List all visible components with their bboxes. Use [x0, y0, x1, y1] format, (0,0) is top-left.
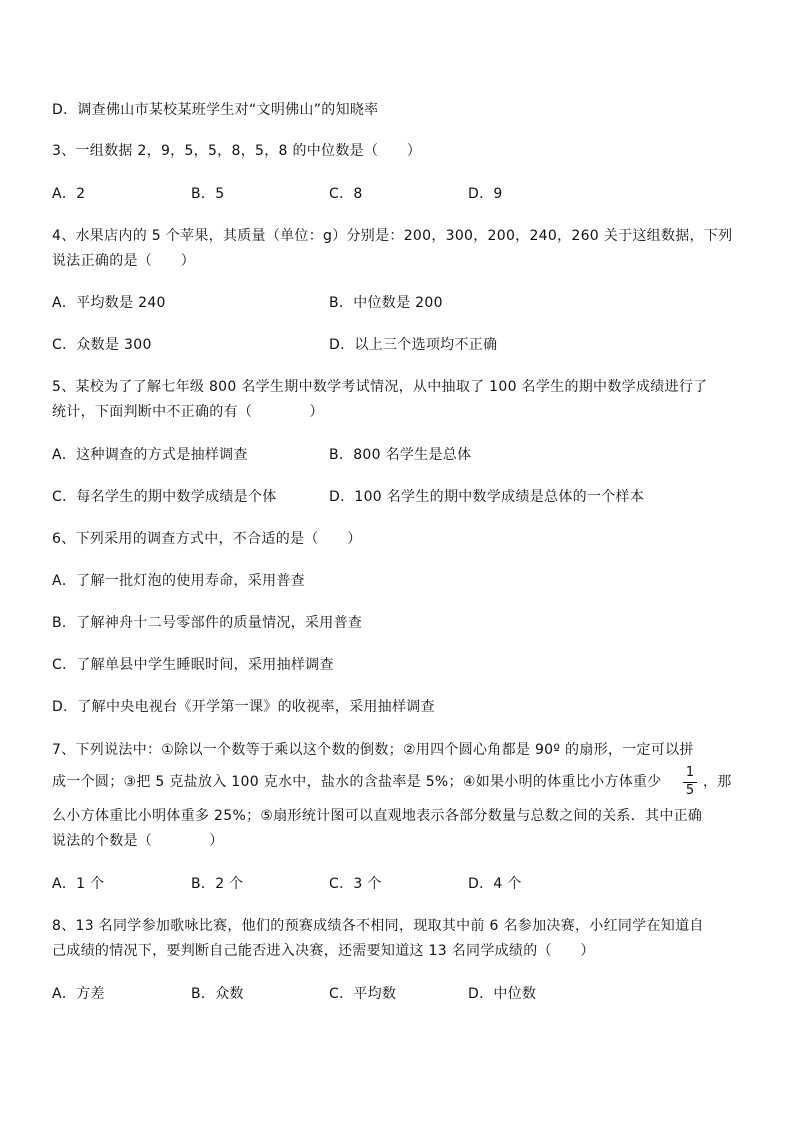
q6-stem: 6、下列采用的调查方式中，不合适的是（ ）: [52, 531, 362, 547]
q7-stem-line3: 么小方体重比小明体重多 25%；⑤扇形统计图可以直观地表示各部分数量与总数之间的关系．其中正确: [52, 808, 703, 824]
q4-option-a: A．平均数是 240: [52, 295, 166, 311]
q8-option-a: A．方差: [52, 986, 105, 1002]
q5-option-c: C．每名学生的期中数学成绩是个体: [52, 489, 277, 505]
fraction-numerator: 1: [685, 765, 695, 780]
q7-stem-line4: 说法的个数是（ ）: [52, 833, 224, 849]
q8-stem-line2: 己成绩的情况下，要判断自己能否进入决赛，还需要知道这 13 名同学成绩的（ ）: [52, 943, 595, 959]
q7-stem-line2: 成一个圆；③把 5 克盐放入 100 克水中，盐水的含盐率是 5%；④如果小明的体重比小方体重少: [52, 774, 662, 790]
q8-option-b: B．众数: [191, 986, 244, 1002]
q5-option-d: D．100 名学生的期中数学成绩是总体的一个样本: [329, 489, 645, 505]
q4-option-d: D．以上三个选项均不正确: [329, 337, 498, 353]
q3-option-b: B．5: [191, 186, 225, 202]
q3-option-c: C．8: [329, 186, 363, 202]
q3-option-d: D．9: [468, 186, 503, 202]
q6-option-a: A．了解一批灯泡的使用寿命，采用普查: [52, 573, 305, 589]
q2-option-d: D．调查佛山市某校某班学生对“文明佛山”的知晓率: [52, 102, 379, 118]
q7-stem-line1: 7、下列说法中：①除以一个数等于乘以这个数的倒数；②用四个圆心角都是 90º 的扇形，一定可以拼: [52, 742, 694, 758]
q7-stem-line2-tail: ，那: [703, 774, 732, 790]
q6-option-d: D．了解中央电视台《开学第一课》的收视率，采用抽样调查: [52, 699, 435, 715]
q5-option-b: B．800 名学生是总体: [329, 447, 472, 463]
q4-stem-line2: 说法正确的是（ ）: [52, 253, 195, 269]
q7-option-a: A．1 个: [52, 876, 105, 892]
q8-option-d: D．中位数: [468, 986, 537, 1002]
q7-option-b: B．2 个: [191, 876, 244, 892]
q7-option-c: C．3 个: [329, 876, 382, 892]
q4-option-c: C．众数是 300: [52, 337, 152, 353]
q5-stem-line1: 5、某校为了了解七年级 800 名学生期中数学考试情况，从中抽取了 100 名学生的期中数学成绩进行了: [52, 379, 708, 395]
q4-option-b: B．中位数是 200: [329, 295, 443, 311]
q5-option-a: A．这种调查的方式是抽样调查: [52, 447, 248, 463]
fraction-denominator: 5: [685, 783, 695, 798]
q8-option-c: C．平均数: [329, 986, 397, 1002]
q4-stem-line1: 4、水果店内的 5 个苹果，其质量（单位：g）分别是：200，300，200，240，260 关于这组数据，下列: [52, 228, 733, 244]
q7-option-d: D．4 个: [468, 876, 522, 892]
q5-stem-line2: 统计，下面判断中不正确的有（ ）: [52, 404, 324, 420]
q3-stem: 3、一组数据 2，9，5，5，8，5，8 的中位数是（ ）: [52, 143, 422, 159]
fraction-one-fifth: [683, 766, 697, 798]
q8-stem-line1: 8、13 名同学参加歌咏比赛，他们的预赛成绩各不相同，现取其中前 6 名参加决赛，小红同学在知道自: [52, 918, 704, 934]
q6-option-c: C．了解单县中学生睡眠时间，采用抽样调查: [52, 657, 334, 673]
q3-option-a: A．2: [52, 186, 86, 202]
q6-option-b: B．了解神舟十二号零部件的质量情况，采用普查: [52, 615, 363, 631]
